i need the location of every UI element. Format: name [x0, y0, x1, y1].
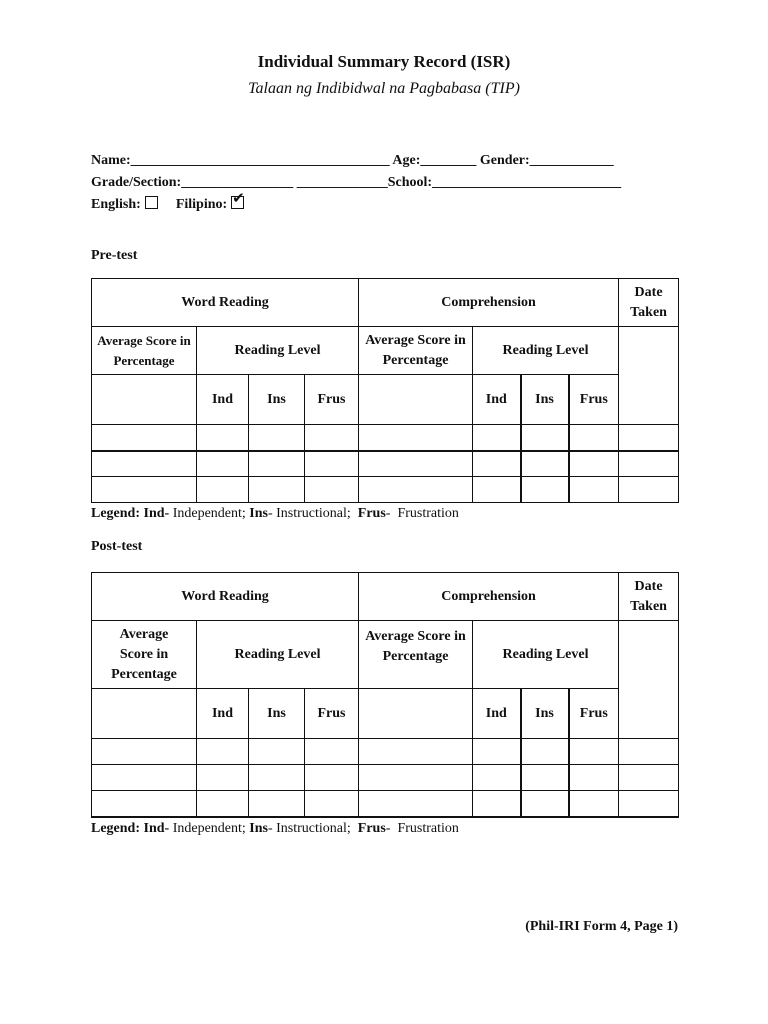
posttest-comp-average-cell[interactable]: [359, 689, 473, 739]
posttest-wr-level-header: Reading Level: [197, 621, 359, 689]
pretest-comp-level-header: Reading Level: [473, 327, 619, 375]
grade-section-field[interactable]: ________________ _____________: [181, 175, 388, 190]
posttest-wr-average-header: Average Score in Percentage: [92, 621, 197, 689]
posttest-wr-average-cell[interactable]: [92, 689, 197, 739]
posttest-comp-level-header: Reading Level: [473, 621, 619, 689]
pretest-date-cell[interactable]: [619, 327, 679, 425]
language-row: [91, 191, 248, 213]
table-row: [92, 451, 679, 477]
age-label: Age:: [392, 153, 421, 168]
posttest-wr-ind-header: Ind: [197, 689, 249, 739]
gender-field[interactable]: ____________: [529, 153, 614, 168]
table-row: [92, 791, 679, 817]
name-label: Name:: [91, 153, 131, 168]
pretest-wr-level-header: Reading Level: [197, 327, 359, 375]
english-checkbox[interactable]: [145, 196, 158, 209]
posttest-date-cell[interactable]: [619, 621, 679, 739]
english-label: English:: [91, 197, 141, 212]
posttest-comp-ind-header: Ind: [473, 689, 521, 739]
pretest-wr-ins-header: Ins: [249, 375, 305, 425]
posttest-wr-ins-header: Ins: [249, 689, 305, 739]
pretest-legend: Legend: Ind- Independent; Ins- Instructional; Frus- Frustration: [91, 506, 459, 521]
school-field[interactable]: ___________________________: [432, 175, 622, 190]
document-title: Individual Summary Record (ISR): [257, 52, 511, 71]
pretest-comp-ind-header: Ind: [473, 375, 521, 425]
table-row: [92, 477, 679, 503]
document-subtitle: Talaan ng Indibidwal na Pagbabasa (TIP): [248, 80, 520, 97]
pretest-wr-ind-header: Ind: [197, 375, 249, 425]
posttest-legend: Legend: Ind- Independent; Ins- Instructional; Frus- Frustration: [91, 821, 459, 836]
posttest-comp-frus-header: Frus: [569, 689, 619, 739]
pretest-comprehension-header: Comprehension: [359, 279, 619, 327]
posttest-comp-average-header: Average Score in Percentage: [359, 621, 473, 689]
filipino-label: Filipino:: [175, 197, 228, 212]
pretest-table: [91, 278, 679, 503]
gender-label: Gender:: [479, 153, 530, 168]
check-mark-icon: ✔: [232, 191, 245, 207]
pretest-comp-frus-header: Frus: [569, 375, 619, 425]
posttest-table: [91, 572, 679, 818]
posttest-comprehension-header: Comprehension: [359, 573, 619, 621]
grade-row: [91, 175, 621, 191]
form-footer: (Phil-IRI Form 4, Page 1): [525, 919, 678, 934]
pretest-comp-average-cell[interactable]: [359, 375, 473, 425]
filipino-checkbox[interactable]: [231, 191, 245, 209]
pretest-wr-frus-header: Frus: [305, 375, 359, 425]
age-field[interactable]: ________: [420, 153, 477, 168]
pretest-date-taken-header: Date Taken: [619, 279, 679, 327]
school-label: School:: [387, 175, 433, 190]
pretest-heading: Pre-test: [91, 248, 138, 263]
posttest-word-reading-header: Word Reading: [92, 573, 359, 621]
posttest-wr-frus-header: Frus: [305, 689, 359, 739]
pretest-comp-average-header: Average Score in Percentage: [359, 327, 473, 375]
name-field[interactable]: _____________________________________: [130, 153, 390, 168]
posttest-heading: Post-test: [91, 539, 143, 554]
pretest-comp-ins-header: Ins: [521, 375, 569, 425]
table-row: [92, 765, 679, 791]
grade-section-label: Grade/Section:: [91, 175, 182, 190]
table-row: [92, 425, 679, 451]
pretest-word-reading-header: Word Reading: [92, 279, 359, 327]
posttest-date-taken-header: Date Taken: [619, 573, 679, 621]
posttest-comp-ins-header: Ins: [521, 689, 569, 739]
name-row: [91, 153, 614, 169]
pretest-wr-average-header: Average Score in Percentage: [92, 327, 197, 375]
table-row: [92, 739, 679, 765]
pretest-wr-average-cell[interactable]: [92, 375, 197, 425]
